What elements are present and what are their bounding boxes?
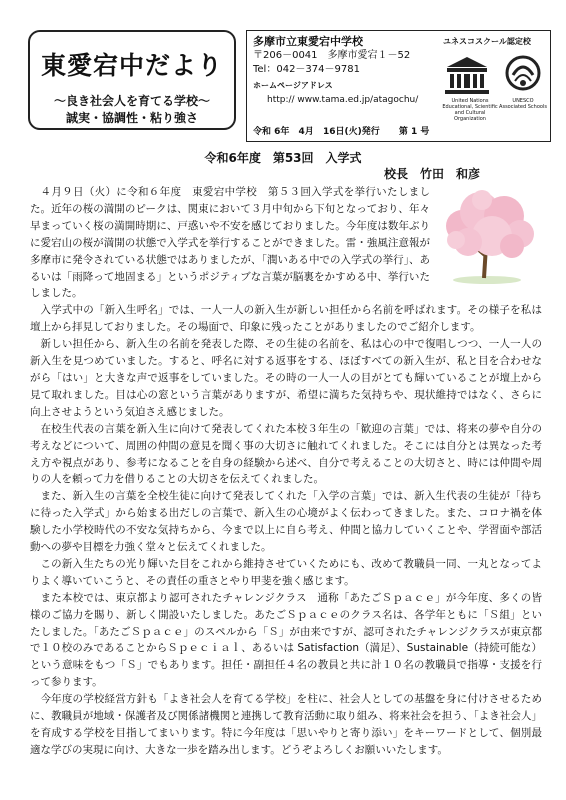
issue-line bbox=[253, 124, 435, 137]
school-tel: Tel：042－374－9781 bbox=[253, 64, 360, 75]
school-address: 〒206－0041 多摩市愛宕１－52 bbox=[253, 50, 411, 61]
article-paragraph: ４月９日（火）に令和６年度 東愛宕中学校 第５３回入学式を挙行いたしました。近年の桜の満開のピークは、関東において３月中旬から下旬となっており、年々早まっていく桜の満開時期に、戸惑いや不安を感じておりました。今年度は数年ぶりに愛宕山の桜が満開の状態で入学式を挙行することができました。雷・強風注意報が多摩市に発令されている状態ではありましたが、「潤いある中での入学式の挙行」、あるいは「雨降って地固まる」というポジティブな言葉が脳裏をかすめる中、挙行いたしました。 bbox=[30, 186, 430, 300]
article-body bbox=[30, 184, 542, 759]
school-contact bbox=[253, 35, 443, 107]
article-paragraph: 入学式中の「新入生呼名」では、一人一人の新入生が新しい担任から名前を呼ばれます。その様子を私は壇上から拝見しておりました。その場面で、印象に残ったことがありましたのでご紹介します。 bbox=[30, 304, 542, 334]
article-byline: 校長 竹田 和彦 bbox=[383, 167, 480, 181]
issue-day: 16日(火)発行 bbox=[322, 127, 380, 137]
school-motto: 誠実・協調性・粘り強さ bbox=[65, 111, 198, 125]
unesco-org-name: United Nations Educational, Scientific and Cultural Organization bbox=[442, 98, 498, 122]
school-info-box bbox=[246, 30, 551, 142]
unesco-temple-icon bbox=[443, 53, 491, 97]
article-headline: 令和6年度 第53回 入学式 bbox=[204, 151, 362, 165]
unesco-school-label: ユネスコスクール認定校 bbox=[443, 37, 531, 46]
article-paragraph: また、新入生の言葉を全校生徒に向けて発表してくれた「入学の言葉」では、新入生代表の生徒が「待ちに待った入学式」から始まる出だしの言葉で、新入生の心境がよく伝わってきました。また、コロナ禍を体験した小学校時代の不安な気持ちから、今まで以上に自ら考え、仲間と協力していくことや、学習面や部活動への夢や目標を力強く堂々と伝えてくれました。 bbox=[30, 490, 542, 554]
homepage-label: ホームページアドレス bbox=[253, 81, 333, 90]
aspnet-logo-icon bbox=[503, 53, 543, 97]
issue-number: 第 1 号 bbox=[398, 127, 430, 137]
masthead-title-box bbox=[28, 30, 236, 130]
article-paragraph: また本校では、東京都より認可されたチャレンジクラス 通称「あたごＳｐａｃｅ」が今年度、多くの皆様のご協力を賜り、新しく開設いたしました。あたごＳｐａｃｅのクラス名は、各学年ともに「Ｓ組」といたしました。「あたごＳｐａｃｅ」のスペルから「Ｓ」が由来ですが、認可されたチャレンジクラスが東京都で１０校のみであることからＳｐｅｃｉａｌ、あるいは Satisfaction（満足）、Sustainable（持続可能な）という意味をもつ「Ｓ」でもあります。担任・副担任４名の教員と共に計１０名の教職員で指導・支援を行って参ります。 bbox=[30, 591, 542, 689]
homepage-url[interactable]: http:// www.tama.ed.jp/atagochu/ bbox=[267, 95, 419, 105]
issue-era: 令和 6年 bbox=[253, 127, 290, 137]
school-name: 多摩市立東愛宕中学校 bbox=[253, 35, 363, 48]
newsletter-title: 東愛宕中だより bbox=[40, 51, 223, 80]
newsletter-subtitle: ～良き社会人を育てる学校～ bbox=[53, 94, 210, 108]
article-paragraph: 在校生代表の言葉を新入生に向けて発表してくれた本校３年生の「歓迎の言葉」では、将来の夢や自分の考えなどについて、周囲の仲間の意見を聞く事の大切さに触れてくれました。そこには自分とは異なった考え方や視点があり、参考になることを自身の経験から述べ、自分で考えることの大切さと、時には仲間や周りの人を頼って力を借りることの大切さを伝えてくれました。 bbox=[30, 422, 542, 486]
article-paragraph: この新入生たちの光り輝いた目をこれから維持させていくためにも、改めて教職員一同、一丸となってよりよく導いていこうと、その責任の重さとやり甲斐を強く感じます。 bbox=[30, 557, 542, 587]
aspnet-name: UNESCO Associated Schools bbox=[499, 98, 547, 110]
article-paragraph: 今年度の学校経営方針も「よき社会人を育てる学校」を柱に、社会人としての基盤を身に付けさせるために、教職員が地域・保護者及び関係諸機関と連携して教育活動に取り組み、将来社会を担う、「よき社会人」を育成する学校を目指してまいります。特に今年度は「思いやりと寄り添い」をキーワードとして、個別最適な学びの実現に向け、大きな一歩を踏み出します。どうぞよろしくお願いいたします。 bbox=[30, 693, 542, 756]
issue-month: 4月 bbox=[298, 127, 314, 137]
article-paragraph: 新しい担任から、新入生の名前を発表した際、その生徒の名前を、私は心の中で復唱しつつ、一人一人の新入生を見つめていました。すると、呼名に対する返事をする、ほぼすべての新入生が、私と目を合わせながら「はい」と大きな声で返事をしていました。その時の一人一人の目がとても輝いていることが壇上から見て取れました。目は心の窓という言葉がありますが、希望に満ちた気持ちや、現状維持ではなく、さらに向上させようという気迫さえ感じました。 bbox=[30, 338, 542, 418]
